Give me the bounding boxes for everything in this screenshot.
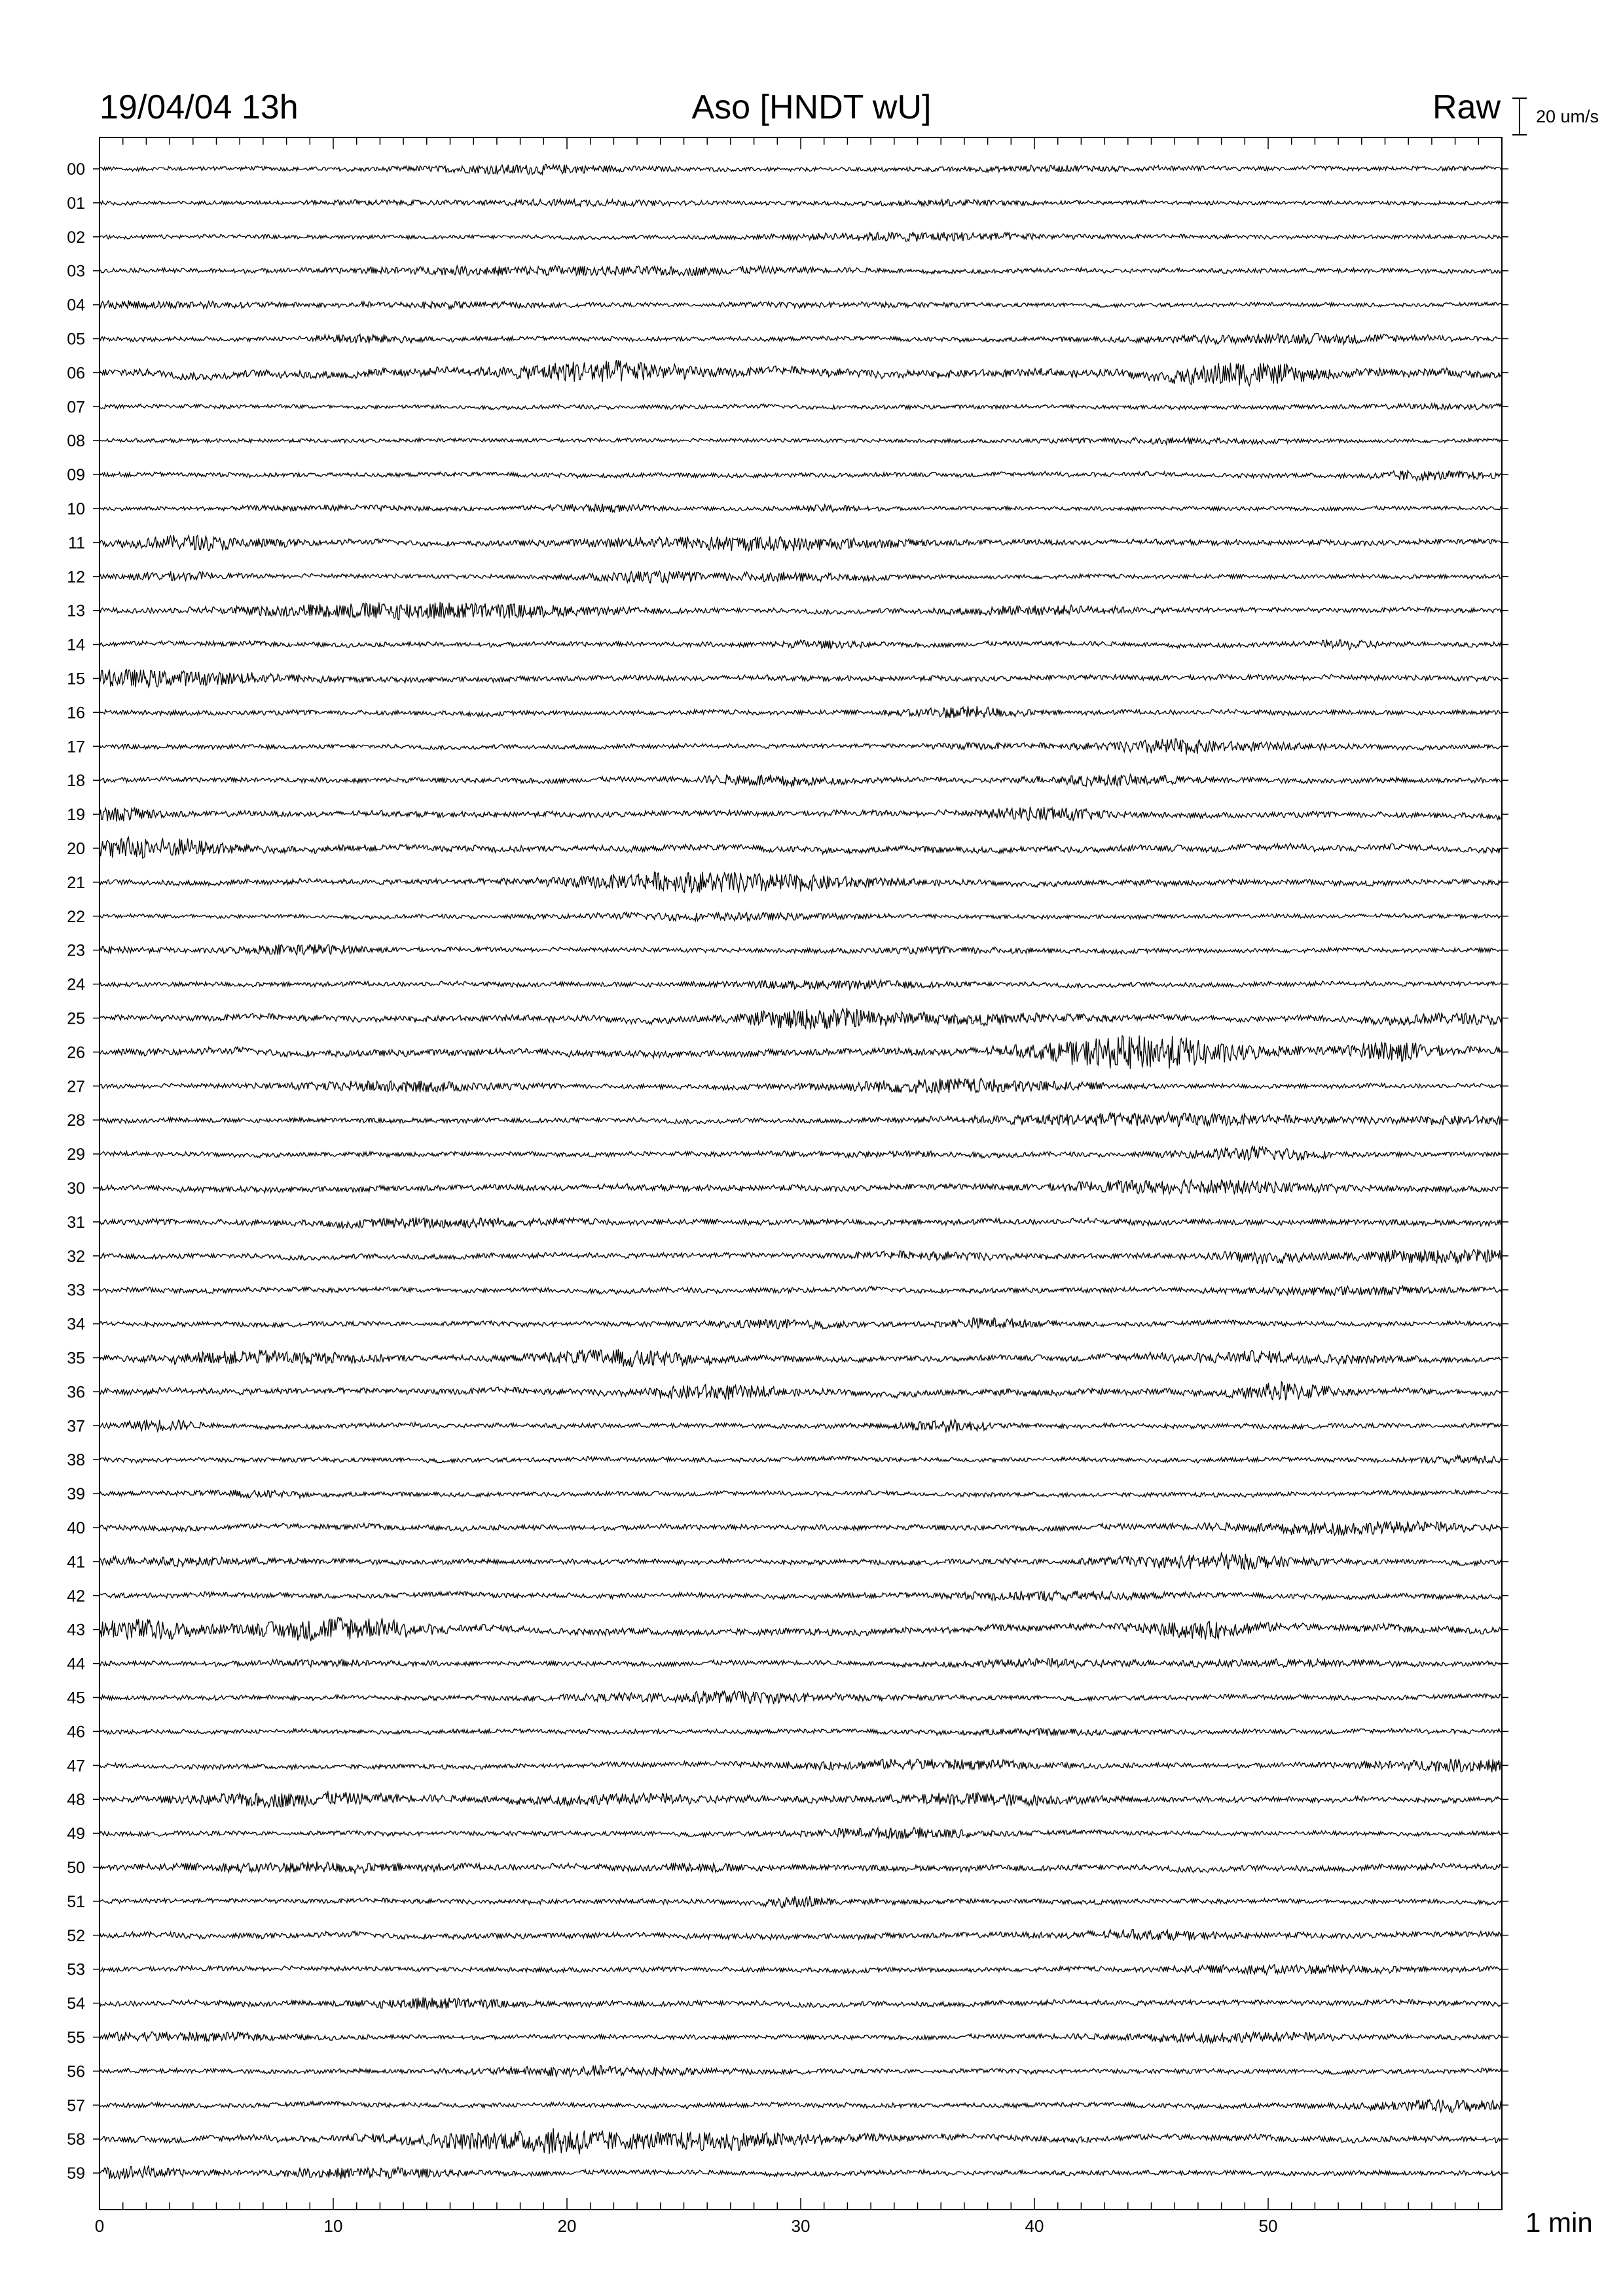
seismic-trace (100, 266, 1502, 276)
row-label: 04 (67, 296, 85, 315)
seismic-trace (100, 1286, 1502, 1296)
row-label: 12 (67, 567, 85, 586)
seismic-trace (100, 1658, 1502, 1668)
seismic-trace (100, 571, 1502, 583)
seismic-trace (100, 1180, 1502, 1194)
row-label: 39 (67, 1485, 85, 1504)
row-label: 25 (67, 1009, 85, 1028)
seismic-trace (100, 471, 1502, 481)
x-axis-unit: 1 min (1525, 2207, 1593, 2238)
row-label: 32 (67, 1247, 85, 1266)
row-label: 26 (67, 1043, 85, 1062)
seismic-trace (100, 706, 1502, 718)
row-label: 43 (67, 1621, 85, 1640)
row-label: 37 (67, 1417, 85, 1436)
seismic-trace (100, 774, 1502, 787)
seismic-trace (100, 980, 1502, 990)
seismic-trace (100, 1456, 1502, 1464)
row-label: 05 (67, 330, 85, 349)
seismic-trace (100, 837, 1502, 858)
row-label: 07 (67, 398, 85, 417)
row-label: 41 (67, 1552, 85, 1571)
row-label: 40 (67, 1519, 85, 1537)
seismic-trace (100, 2066, 1502, 2077)
seismic-trace (100, 504, 1502, 512)
row-label: 46 (67, 1723, 85, 1742)
row-label: 30 (67, 1179, 85, 1198)
seismic-trace (100, 1729, 1502, 1736)
seismic-trace (100, 1521, 1502, 1535)
seismic-trace (100, 1965, 1502, 1975)
seismic-trace (100, 1552, 1502, 1570)
row-label: 08 (67, 432, 85, 451)
seismic-trace (100, 1217, 1502, 1229)
seismic-trace (100, 944, 1502, 955)
seismic-trace (100, 1591, 1502, 1601)
seismic-trace (100, 807, 1502, 822)
amplitude-scale-label: 20 um/s (1536, 107, 1599, 126)
row-label: 34 (67, 1315, 85, 1334)
seismic-trace (100, 535, 1502, 552)
seismic-trace (100, 1759, 1502, 1772)
seismic-trace (100, 1420, 1502, 1433)
row-label: 57 (67, 2096, 85, 2115)
row-label: 50 (67, 1859, 85, 1877)
x-tick-label: 0 (94, 2216, 105, 2236)
row-label: 17 (67, 738, 85, 757)
row-label: 24 (67, 975, 85, 994)
seismic-trace (100, 438, 1502, 444)
row-label: 49 (67, 1825, 85, 1844)
row-label: 42 (67, 1587, 85, 1605)
row-label: 52 (67, 1926, 85, 1945)
row-label: 53 (67, 1960, 85, 1979)
row-label: 11 (68, 533, 85, 552)
row-label: 38 (67, 1451, 85, 1470)
seismic-trace (100, 1035, 1502, 1069)
seismic-trace (100, 1691, 1502, 1704)
row-label: 16 (67, 704, 85, 723)
header-mode: Raw (1432, 88, 1501, 126)
row-label: 29 (67, 1145, 85, 1164)
row-label: 58 (67, 2130, 85, 2149)
seismic-trace (100, 300, 1502, 309)
seismic-trace (100, 912, 1502, 921)
row-label: 00 (67, 160, 85, 179)
seismic-trace (100, 1113, 1502, 1127)
row-label: 47 (67, 1757, 85, 1776)
seismic-trace (100, 404, 1502, 410)
header-datetime: 19/04/04 13h (100, 88, 299, 126)
seismic-trace (100, 1349, 1502, 1367)
seismic-trace (100, 1078, 1502, 1093)
row-label: 35 (67, 1349, 85, 1368)
row-label: 36 (67, 1383, 85, 1402)
seismic-trace (100, 334, 1502, 344)
seismic-trace (100, 1008, 1502, 1029)
seismic-trace (100, 1318, 1502, 1329)
row-label: 19 (67, 806, 85, 825)
row-label: 22 (67, 907, 85, 926)
row-label: 10 (67, 500, 85, 518)
row-label: 27 (67, 1077, 85, 1096)
seismic-trace (100, 1791, 1502, 1808)
x-tick-label: 50 (1258, 2216, 1278, 2236)
seismic-trace (100, 639, 1502, 649)
seismic-trace (100, 1490, 1502, 1498)
seismic-trace (100, 1896, 1502, 1908)
row-label: 51 (67, 1892, 85, 1911)
row-label: 55 (67, 2028, 85, 2047)
seismic-trace (100, 1827, 1502, 1839)
seismic-trace (100, 1998, 1502, 2009)
row-label: 44 (67, 1655, 85, 1674)
row-label: 54 (67, 1994, 85, 2013)
row-label: 45 (67, 1689, 85, 1708)
x-tick-label: 10 (323, 2216, 343, 2236)
seismic-trace (100, 670, 1502, 687)
row-label: 31 (67, 1213, 85, 1232)
seismic-trace (100, 1929, 1502, 1941)
x-tick-label: 40 (1025, 2216, 1044, 2236)
row-label: 01 (67, 194, 85, 213)
row-label: 02 (67, 228, 85, 247)
row-label: 28 (67, 1111, 85, 1130)
row-label: 03 (67, 262, 85, 281)
seismic-trace (100, 2100, 1502, 2113)
seismic-trace (100, 2166, 1502, 2179)
seismic-trace (100, 164, 1502, 174)
seismic-trace (100, 1146, 1502, 1160)
seismic-trace (100, 739, 1502, 755)
chart-title: Aso [HNDT wU] (691, 88, 932, 126)
seismic-trace (100, 872, 1502, 893)
seismic-trace (100, 232, 1502, 242)
seismic-trace (100, 602, 1502, 620)
row-label: 18 (67, 772, 85, 791)
seismic-trace (100, 1617, 1502, 1641)
x-tick-label: 20 (557, 2216, 577, 2236)
row-label: 21 (67, 873, 85, 892)
seismic-trace (100, 1249, 1502, 1264)
seismic-trace (100, 199, 1502, 206)
row-label: 14 (67, 636, 85, 655)
seismic-trace (100, 2032, 1502, 2043)
seismic-trace (100, 1382, 1502, 1400)
row-label: 20 (67, 840, 85, 858)
row-label: 13 (67, 601, 85, 620)
seismic-trace (100, 2128, 1502, 2155)
row-label: 59 (67, 2164, 85, 2183)
row-label: 09 (67, 466, 85, 485)
row-label: 15 (67, 670, 85, 689)
row-label: 23 (67, 941, 85, 960)
row-label: 06 (67, 364, 85, 383)
row-label: 56 (67, 2062, 85, 2081)
x-tick-label: 30 (791, 2216, 811, 2236)
row-label: 48 (67, 1791, 85, 1810)
seismic-trace (100, 1861, 1502, 1873)
seismic-trace (100, 360, 1502, 386)
row-label: 33 (67, 1281, 85, 1300)
